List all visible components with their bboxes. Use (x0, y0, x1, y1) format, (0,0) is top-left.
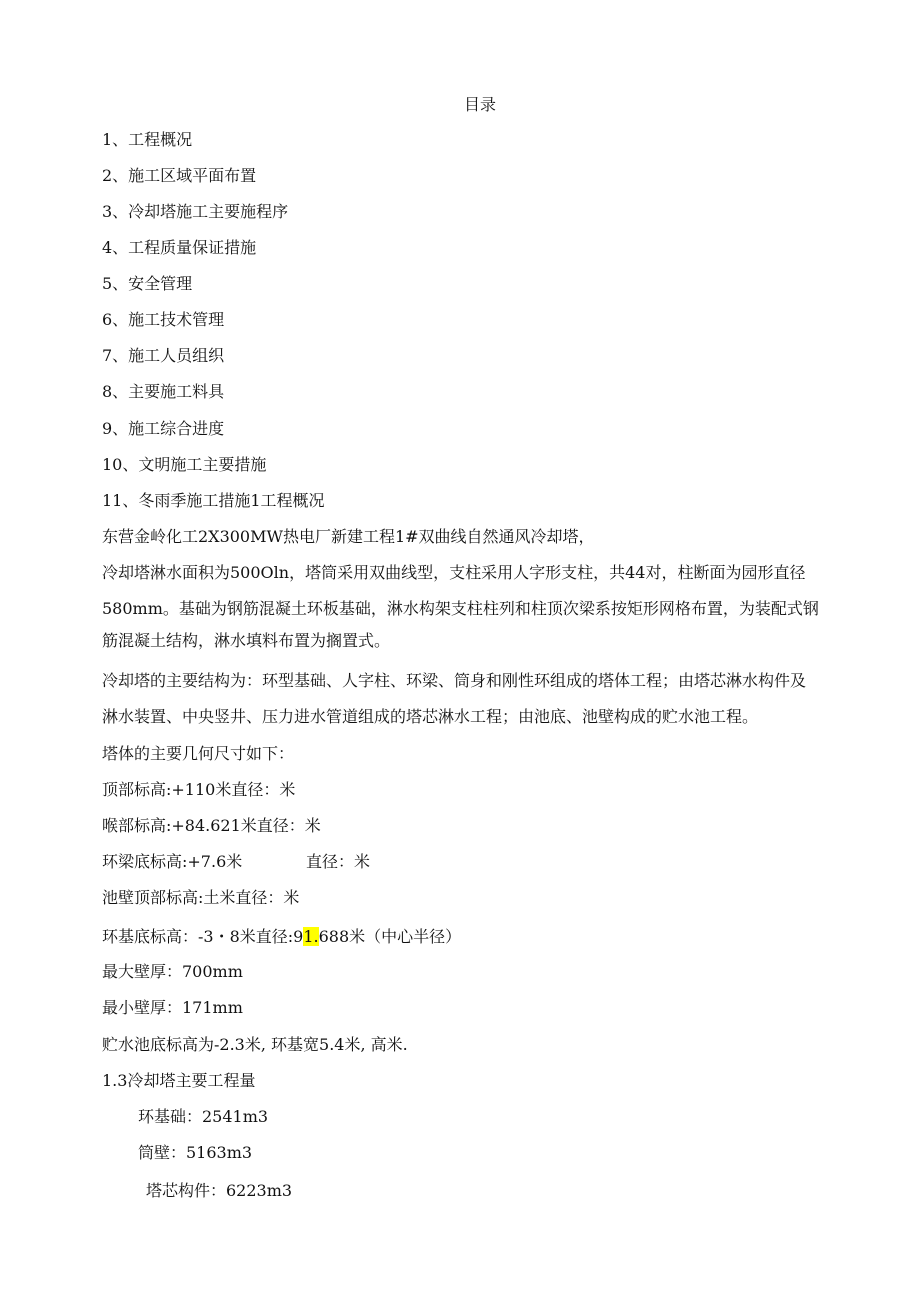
toc-item: 7、施工人员组织 (102, 346, 225, 365)
toc-item: 9、施工综合进度 (102, 419, 225, 438)
toc-item: 11、冬雨季施工措施1工程概况 (102, 491, 325, 510)
min-wall-thickness: 最小壁厚：171mm (102, 998, 243, 1017)
dimension-ring-base (102, 927, 461, 947)
dimension-ring-beam (102, 852, 371, 872)
overview-paragraph: 冷却塔淋水面积为500Oln，塔筒采用双曲线型，支柱采用人字形支柱，共44对，柱断面为园形直径 (102, 563, 806, 582)
ring-beam-elevation: 环梁底标高:+7.6米 (102, 852, 243, 871)
toc-item: 6、施工技术管理 (102, 310, 225, 329)
max-wall-thickness: 最大壁厚：700mm (102, 962, 243, 981)
structure-paragraph: 冷却塔的主要结构为：环型基础、人字柱、环梁、筒身和刚性环组成的塔体工程；由塔芯淋水构件及 (102, 671, 807, 690)
quantity-core-components: 塔芯构件：6223m3 (146, 1181, 293, 1200)
toc-item: 4、工程质量保证措施 (102, 238, 257, 257)
section-1-3-heading: 1.3冷却塔主要工程量 (102, 1071, 256, 1090)
toc-item: 3、冷却塔施工主要施程序 (102, 202, 289, 221)
highlighted-text: 1. (303, 927, 319, 946)
overview-paragraph: 东营金岭化工2X300MW热电厂新建工程1#双曲线自然通风冷却塔， (102, 527, 595, 546)
overview-paragraph: 580mm。基础为钢筋混凝土环板基础，淋水构架支柱柱列和柱顶次梁系按矩形网格布置，为装配式钢 (102, 599, 819, 618)
ring-beam-diameter: 直径：米 (306, 852, 371, 871)
toc-title: 目录 (463, 95, 496, 114)
dimension-pool-wall: 池壁顶部标高:土米直径：米 (102, 888, 300, 907)
dimension-throat: 喉部标高:+84.621米直径：米 (102, 816, 321, 835)
quantity-shell-wall: 筒壁：5163m3 (138, 1143, 253, 1162)
toc-item: 8、主要施工料具 (102, 382, 225, 401)
structure-paragraph: 淋水装置、中央竖井、压力进水管道组成的塔芯淋水工程；由池底、池壁构成的贮水池工程。 (102, 707, 759, 726)
toc-item: 5、安全管理 (102, 274, 193, 293)
overview-paragraph: 筋混凝土结构，淋水填料布置为搁置式。 (102, 631, 391, 650)
toc-item: 10、文明施工主要措施 (102, 455, 267, 474)
dimension-top: 顶部标高:+110米直径：米 (102, 780, 296, 799)
ring-base-text-end: 688米（中心半径） (318, 927, 462, 946)
toc-item: 1、工程概况 (102, 130, 193, 149)
pool-elevation: 贮水池底标高为-2.3米, 环基宽5.4米, 高米. (102, 1035, 408, 1054)
dimensions-heading: 塔体的主要几何尺寸如下： (102, 744, 295, 763)
ring-base-text: 环基底标高：-3・8米直径:9 (102, 927, 304, 946)
quantity-ring-foundation: 环基础：2541m3 (138, 1107, 269, 1126)
toc-item: 2、施工区域平面布置 (102, 166, 257, 185)
